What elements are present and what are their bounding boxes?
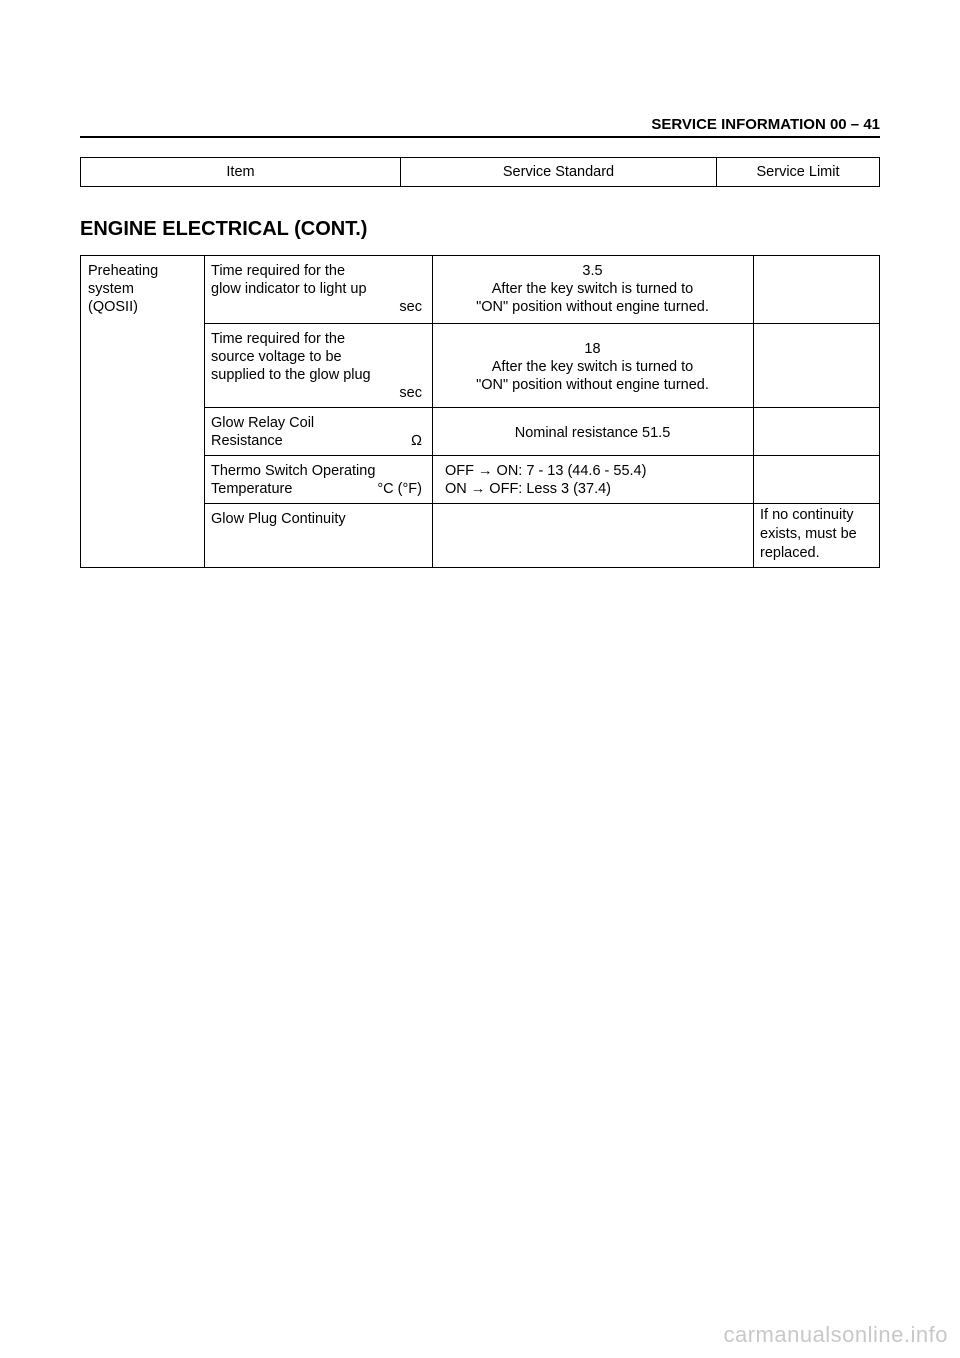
standard-line: After the key switch is turned to bbox=[491, 358, 694, 375]
limit-line: replaced. bbox=[760, 545, 820, 561]
spec-table bbox=[80, 255, 880, 568]
item-cell bbox=[205, 324, 433, 408]
standard-line: After the key switch is turned to bbox=[491, 281, 694, 297]
standard-line: ON → OFF: Less 3 (37.4) bbox=[445, 481, 611, 497]
item-cell bbox=[205, 504, 433, 568]
item-line: Temperature bbox=[211, 481, 293, 497]
system-line: Preheating bbox=[88, 263, 159, 279]
item-line: source voltage to be bbox=[211, 349, 342, 365]
column-header-standard: Service Standard bbox=[401, 158, 717, 187]
limit-line: If no continuity bbox=[760, 507, 854, 523]
limit-cell bbox=[754, 456, 880, 504]
item-line: Glow Plug Continuity bbox=[211, 511, 346, 527]
standard-cell bbox=[433, 256, 754, 324]
item-line: Resistance bbox=[211, 433, 283, 449]
watermark-text: carmanualsonline.info bbox=[723, 1322, 948, 1347]
standard-line: Nominal resistance 51.5 bbox=[514, 424, 671, 441]
item-cell bbox=[205, 256, 433, 324]
system-cell bbox=[81, 256, 205, 568]
standard-cell bbox=[433, 456, 754, 504]
item-cell bbox=[205, 408, 433, 456]
column-header-table bbox=[80, 157, 880, 187]
column-header-item: Item bbox=[81, 158, 401, 187]
ohm-unit: Ω bbox=[410, 433, 422, 449]
item-line: Glow Relay Coil bbox=[211, 415, 315, 431]
item-line: Time required for the bbox=[211, 331, 346, 347]
item-unit: sec bbox=[399, 299, 422, 315]
item-line: supplied to the glow plug bbox=[211, 367, 371, 383]
standard-line: 3.5 bbox=[582, 263, 603, 279]
limit-cell bbox=[754, 504, 880, 568]
page-header-title: SERVICE INFORMATION 00 – 41 bbox=[651, 116, 880, 133]
column-header-limit: Service Limit bbox=[717, 158, 880, 187]
limit-cell bbox=[754, 324, 880, 408]
item-line: Thermo Switch Operating bbox=[211, 463, 376, 479]
item-cell bbox=[205, 456, 433, 504]
limit-cell bbox=[754, 256, 880, 324]
item-line: glow indicator to light up bbox=[211, 281, 367, 297]
standard-line: 18 bbox=[584, 340, 601, 357]
system-line: (QOSII) bbox=[88, 299, 138, 315]
item-line: Time required for the bbox=[211, 263, 346, 279]
limit-line: exists, must be bbox=[760, 526, 857, 542]
standard-line: "ON" position without engine turned. bbox=[476, 376, 709, 393]
header-rule bbox=[80, 136, 880, 138]
temperature-unit: °C (°F) bbox=[377, 481, 422, 497]
standard-cell bbox=[433, 504, 754, 568]
table-row bbox=[81, 256, 880, 324]
standard-cell bbox=[433, 324, 754, 408]
system-line: system bbox=[88, 281, 134, 297]
standard-cell bbox=[433, 408, 754, 456]
standard-line: "ON" position without engine turned. bbox=[476, 299, 709, 315]
section-title: ENGINE ELECTRICAL (CONT.) bbox=[80, 218, 368, 240]
standard-line: OFF → ON: 7 - 13 (44.6 - 55.4) bbox=[445, 463, 647, 479]
limit-cell bbox=[754, 408, 880, 456]
item-unit: sec bbox=[399, 385, 422, 401]
